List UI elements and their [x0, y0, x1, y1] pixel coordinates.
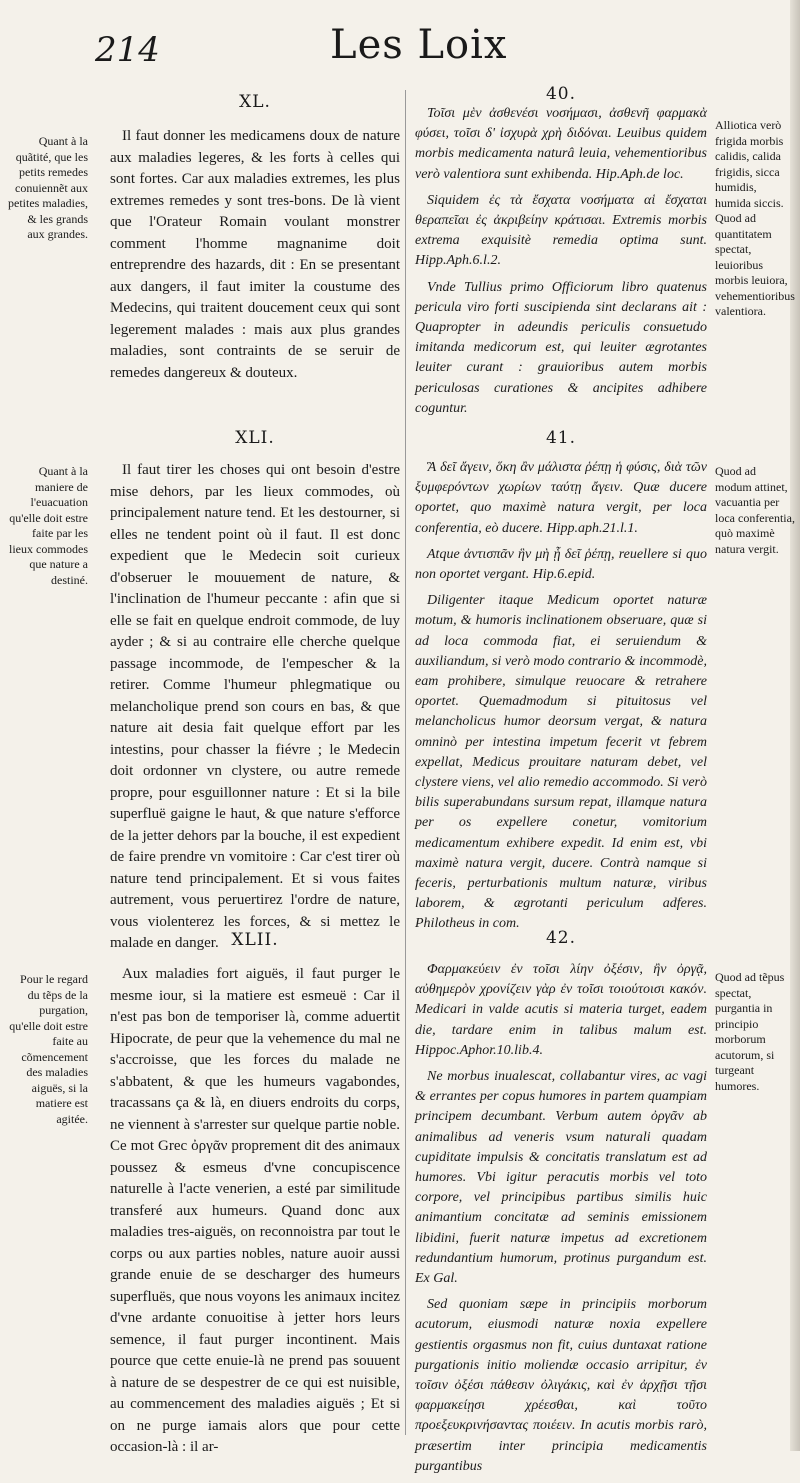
section-number-42: 42.: [545, 928, 577, 948]
left-margin-note-xl: Quant à la quãtité, que les petits remedes conuiennẽt aux petites maladies, & les grands aux grandes.: [8, 134, 88, 241]
left-margin-note-xli: Quant à la maniere de l'euacuation qu'elle doit estre faite par les lieux commodes que nature a destiné.: [9, 464, 88, 587]
right-margin-note-41: Quod ad modum attinet, vacuantia per loca conferentia, quò maximè natura vergit.: [715, 464, 795, 556]
latin-commentary-41: Ἃ δεῖ ἄγειν, ὅκη ἂν μάλιστα ῥέπῃ ἡ φύσις, διὰ τῶν ξυμφερόντων χωρίων ταύτῃ ἄγειν. Quæ ducere oportet, quo maximè natura vergit, per loca conferentia, eò ducere. Hipp.aph.21.l.1. Atque ἀντισπᾶν ἣν μὴ ᾗ δεῖ ῥέπῃ, reuellere si quo non oportet vergant. Hip.6.epid. Diligenter itaque Medicum oportet naturæ motum, & humoris inclinationem obseruare, quæ si ad loca commoda fiat, ei seruiendum & auxiliandum, si verò modo contrario & incommodè, eam prohibere, simulque reuocare & retrahere oportet. Quemadmodum si pituitosus vel melancholicus humor deorsum vergat, & natura omninò per intestina impetum fecerit vt febrem expellat, Medicus prouitare naturam debet, vel clystere viens, vel alio remedio accommodo. Si verò bilis superabundans sursum repat, illamque natura per os expellere conetur, vomitorium medicamentum exhibere expedit. Id enim est, vbi maximè natura vergit, ducere. Contrà namque si feceris, perturbationis multum naturæ, viribus laborem, & ægrotanti periculum adferes. Philotheus in com.: [415, 460, 707, 932]
section-text-xl: Il faut donner les medicamens doux de nature aux maladies legeres, & les forts à celles qui sont fortes. Car aux maladies extremes, les plus extremes remedes y sont tres-bons. De là vient que l'Orateur Romain voulant monstrer comment l'homme magnanime doit entreprendre des hazards, dit : En se presentant aux dangers, il faut imiter la coustume des Medecins, qui traitent doucement ceux qui sont legerement malades : mais aux plus grandes maladies, sont contraints de se seruir de remedes dangereux & douteux.: [110, 128, 400, 381]
section-heading-xli: XLI.: [235, 428, 275, 448]
page-title: Les Loix: [330, 22, 508, 68]
latin-commentary-42: Φαρμακεύειν ἐν τοῖσι λίην ὀξέσιν, ἢν ὀργᾷ, αὐθημερὸν χρονίζειν γὰρ ἐν τοῖσι τοιούτοισι κακόν. Medicari in valde acutis si materia turget, eadem die, tardare enim in talibus malum est. Hippoc.Aphor.10.lib.4. Ne morbus inualescat, collabantur vires, ac vagi & errantes per copus humores in partem quampiam principem decumbant. Verbum autem ὀργᾶν ab animalibus ad veneris vsum naturali quadam cupiditate impulsis & concitatis translatum est ad humores. Vbi igitur peracutis morbis vel toto corpore, vel principibus partibus similis huic animantium concitatæ ad seminis emissionem libidini, fuerit naturæ impetus ad excretionem redundantium humorum, protinus purgandum est. Ex Gal. Sed quoniam sæpe in principiis morborum acutorum, eiusmodi naturæ noxia expellere gestientis orgasmus non fit, cuius duntaxat ratione purgationis initio moliendæ occasio arripitur, ἐν τοῖσιν ὀξέσι πάθεσιν ὀλιγάκις, καὶ ἐν ἀρχῇσι τῇσι φαρμακείῃσι χρέεσθαι, καὶ τοῦτο προεξευκρινήσαντας ποιέειν. In acutis morbis rarò, præsertim inter principia medicamentis purgantibus: [415, 962, 707, 1474]
section-heading-xl: XL.: [239, 92, 271, 112]
page-number: 214: [95, 30, 160, 70]
left-margin-note-xlii: Pour le regard du tẽps de la purgation, qu'elle doit estre faite au cõmencement des maladies aiguës, si la matiere est agitée.: [9, 972, 88, 1126]
right-margin-note-42: Quod ad tẽpus spectat, purgantia in principio morborum acutorum, si turgeant humores.: [715, 970, 785, 1093]
right-margin-note-40: Alliotica verò frigida morbis calidis, calida frigidis, sicca humidis, humida siccis. Quod ad quantitatem spectat, leuioribus morbis leuiora, vehementioribus valentiora.: [715, 118, 795, 318]
column-divider: [405, 90, 406, 1435]
section-number-41: 41.: [545, 428, 577, 448]
section-number-40: 40.: [545, 84, 577, 104]
section-heading-xlii: XLII.: [231, 930, 279, 950]
latin-commentary-40: Τοῖσι μὲν ἀσθενέσι νοσήμασι, ἀσθενῆ φαρμακὰ φύσει, τοῖσι δ' ἰσχυρὰ χρὴ διδόναι. Leuibus quidem morbis medicamenta naturâ leuia, vehementioribus verò valentiora sunt exhibenda. Hip.Aph.de loc. Siquidem ἐς τὰ ἔσχατα νοσήματα αἱ ἔσχαται θεραπεῖαι ἐς ἀκριβείην κράτισαι. Extremis morbis extrema exquisitè remedia optima sunt. Hipp.Aph.6.l.2. Vnde Tullius primo Officiorum libro quatenus pericula viro forti suscipienda sint declarans ait : Quapropter in adeundis periculis consuetudo imitanda medicorum est, qui leuiter ægrotantes leuiter curant : grauioribus autem morbis periculosas curationes & ancipites adhibere coguntur.: [415, 106, 707, 416]
section-text-xli: Il faut tirer les choses qui ont besoin d'estre mise dehors, par les lieux commodes, où principalement nature tend. Et les destourner, si elles ne tendent point où il faut. Il est donc expedient que le Medecin soit curieux d'obseruer le mouuement de nature, & l'inclination de l'humeur peccante : afin que si elle se fait en quelque endroit commode, de luy ayder ; & si au contraire elle cherche quelque passage incommode, de l'empescher & la retirer. Comme l'humeur phlegmatique ou melancholique prend son cours en bas, & que nature ait desia fait quelque effort par les intestins, pour chasser la fiévre ; le Medecin doit ordonner vn clystere, ou autre remede propre, pour esguillonner nature : Et si la bile superfluë gaigne le haut, & que nature s'efforce de la jetter dehors par la bouche, il est expedient de faire prendre vn vomitoire : Car c'est tirer où nature tend principalement. Et si vous faites autrement, vous peruertirez l'ordre de nature, vous violenterez les forces, & si mettez le malade en danger.: [110, 462, 400, 951]
section-text-xlii: Aux maladies fort aiguës, il faut purger le mesme iour, si la matiere est esmeuë : Car il n'est pas bon de temporiser là, comme aduertit Hipocrate, de peur que la vehemence du mal ne s'accroisse, que les forces du malade ne s'abbatent, & que les humeurs vagabondes, tracassans ça & là, en diuers endroits du corps, ne viennent à s'arrester sur quelque partie noble. Ce mot Grec ὀργᾶν proprement dit des animaux poussez & esmeus d'vne concupiscence naturelle à l'acte venerien, a esté par similitude transferé aux humeurs. Quand donc aux maladies tres-aiguës, on reconnoistra par tout le corps ou aux parties nobles, nature auoir aussi grande enuie de se descharger des humeurs superfluës, que nous voyons les animaux incitez d'vne ardante conuoitise à jetter hors leurs semence, il faut purger incontinent. Mais pource que cette enuie-là ne prend pas souuent à nature de se despestrer de ce qui est nuisible, au commencement des maladies aiguës ; Et si on ne purge iamais alors que pour cette occasion-là : il ar-: [110, 966, 400, 1455]
